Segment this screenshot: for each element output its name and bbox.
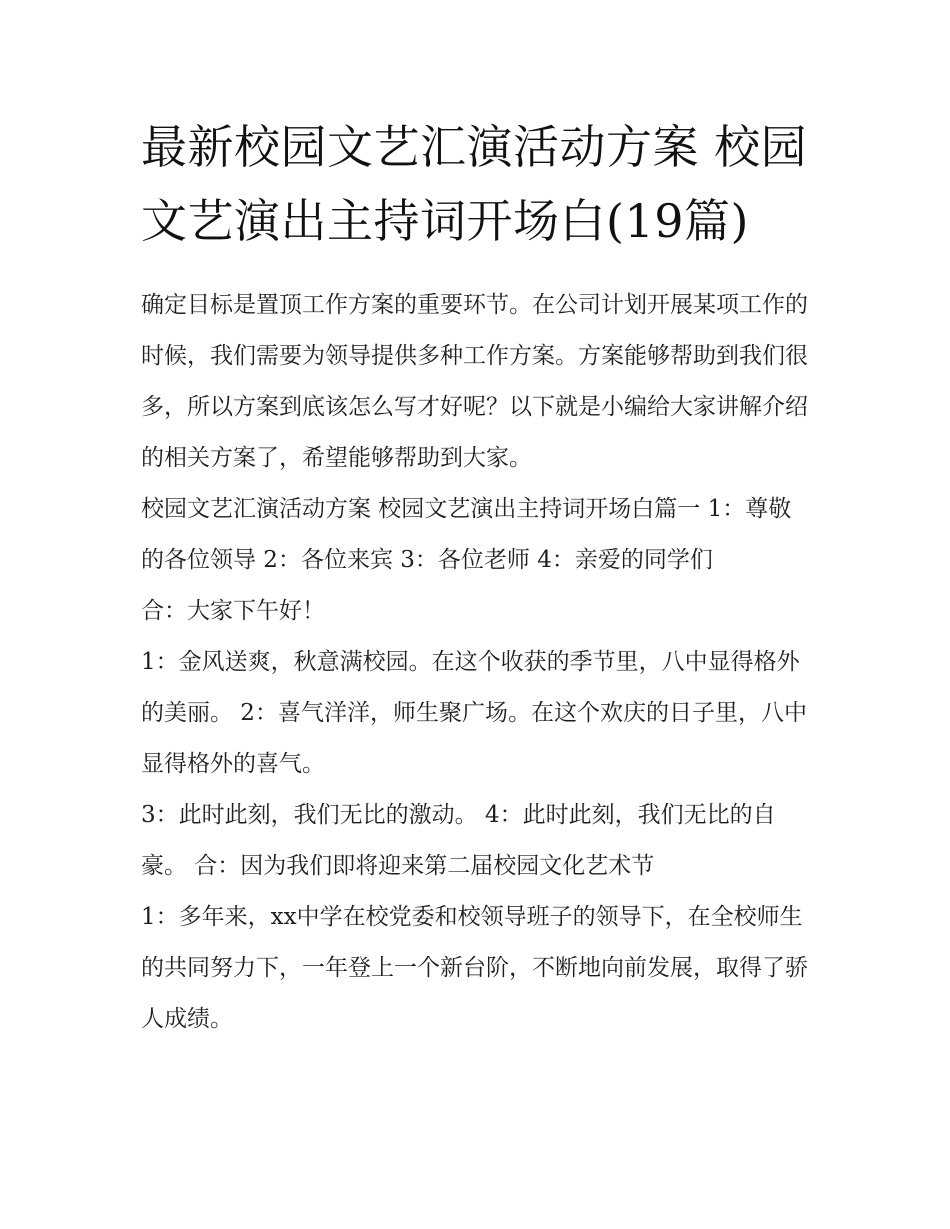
paragraph-moment: 3：此时此刻，我们无比的激动。 4：此时此刻，我们无比的自豪。 合：因为我们即将迎来第二届校园文化艺术节 [141, 802, 776, 879]
document-title: 最新校园文艺汇演活动方案 校园文艺演出主持词开场白(19篇) [141, 120, 808, 248]
paragraph-intro: 确定目标是置顶工作方案的重要环节。在公司计划开展某项工作的时候，我们需要为领导提供多种工作方案。方案能够帮助到我们很多，所以方案到底该怎么写才好呢？以下就是小编给大家讲解介绍的相关方案了，希望能够帮助到大家。 [141, 292, 808, 471]
paragraph-autumn: 1：金风送爽，秋意满校园。在这个收获的季节里，八中显得格外的美丽。 2：喜气洋洋，师生聚广场。在这个欢庆的日子里，八中显得格外的喜气。 [141, 649, 807, 777]
paragraph-greeting: 校园文艺汇演活动方案 校园文艺演出主持词开场白篇一 1：尊敬的各位领导 2：各位来宾 3：各位老师 4：亲爱的同学们 [141, 496, 792, 573]
paragraph-school-history: 1：多年来，xx中学在校党委和校领导班子的领导下，在全校师生的共同努力下，一年登上一个新台阶，不断地向前发展，取得了骄人成绩。 [141, 904, 808, 1032]
paragraph-chorus: 合：大家下午好！ [141, 598, 325, 624]
document-body [141, 280, 812, 1045]
